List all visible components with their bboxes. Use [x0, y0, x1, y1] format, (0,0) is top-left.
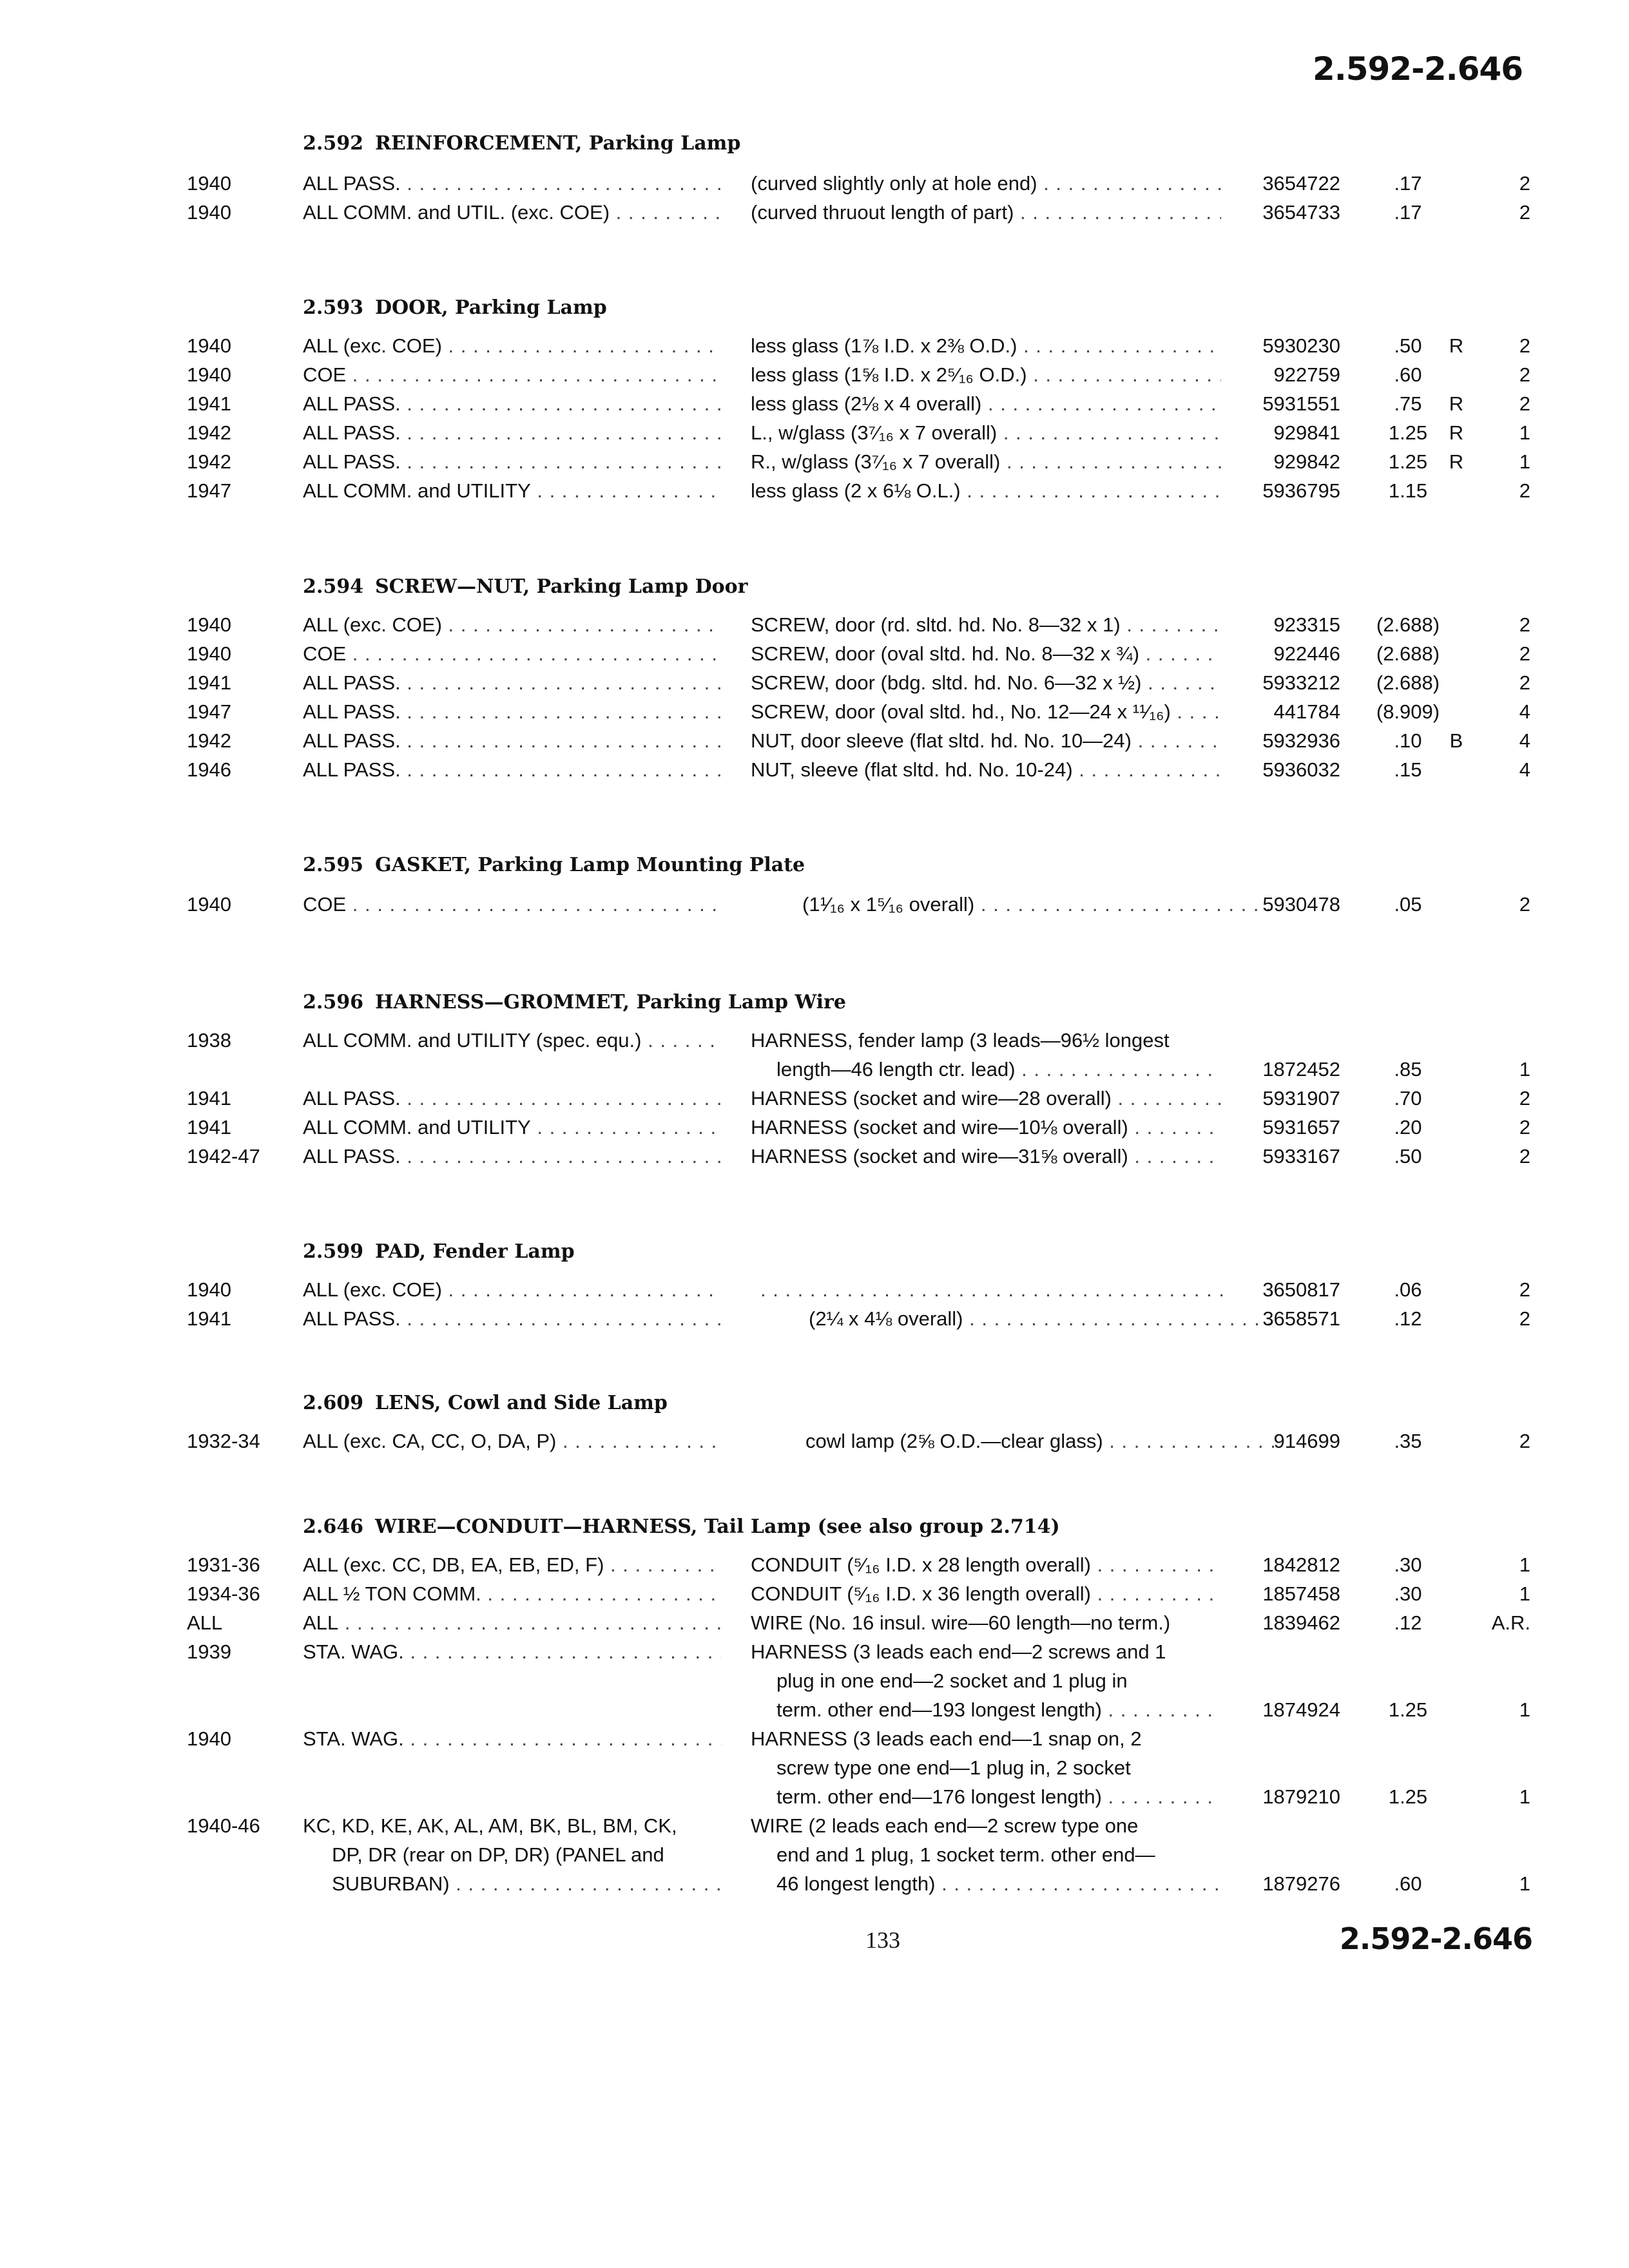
model-line-1: KC, KD, KE, AK, AL, AM, BK, BL, BM, CK,	[303, 1814, 677, 1837]
year-cell: 1938	[187, 1029, 231, 1052]
part-number-cell: 929842	[1273, 450, 1340, 473]
description-cell: less glass (1⅝ I.D. x 2⁵⁄₁₆ O.D.) . . .	[751, 361, 1221, 389]
section-title: PAD, Fender Lamp	[374, 1240, 575, 1263]
page-range-header: 2.592-2.646	[1312, 50, 1523, 88]
table-row	[0, 1725, 1629, 1812]
year-cell: 1940	[187, 1727, 231, 1750]
quantity-cell: 1	[1519, 1553, 1530, 1576]
model-cell: ALL COMM. and UTILITY (spec. equ.) . . .	[303, 1026, 722, 1055]
section-heading	[303, 296, 607, 319]
description-line-1: HARNESS, fender lamp (3 leads—96½ longest	[751, 1029, 1170, 1052]
description-cell: SCREW, door (oval sltd. hd. No. 8—32 x ¾) . . .	[751, 640, 1221, 668]
price-cell: (2.688)	[1376, 671, 1440, 694]
section-heading	[303, 575, 747, 598]
model-cell: COE . . .	[303, 361, 722, 389]
year-cell: 1947	[187, 700, 231, 723]
price-cell: .06	[1394, 1278, 1422, 1301]
section-heading	[303, 1240, 575, 1263]
description-line-3: term. other end—193 longest length) . . .	[776, 1696, 1221, 1724]
model-cell: ALL PASS. . . .	[303, 448, 722, 476]
quantity-cell: 4	[1519, 700, 1530, 723]
description-cell: NUT, door sleeve (flat sltd. hd. No. 10—24) . . .	[751, 727, 1221, 755]
description-line-2: length—46 length ctr. lead) . . .	[776, 1055, 1221, 1084]
table-row	[0, 1812, 1629, 1899]
price-cell: .50	[1394, 1145, 1422, 1168]
quantity-cell: 2	[1519, 1307, 1530, 1330]
price-cell: .05	[1394, 893, 1422, 916]
model-cell: ALL COMM. and UTILITY . . .	[303, 477, 722, 505]
year-cell: 1946	[187, 758, 231, 781]
year-cell: 1941	[187, 1116, 231, 1139]
part-number-cell: 5933212	[1262, 671, 1340, 694]
description-cell: (2¼ x 4⅛ overall) . . .	[809, 1305, 1279, 1333]
price-cell: 1.25	[1388, 421, 1428, 444]
section-heading	[303, 854, 805, 876]
quantity-cell: 2	[1519, 671, 1530, 694]
part-number-cell: 1874924	[1262, 1698, 1340, 1721]
model-cell: STA. WAG. . . .	[303, 1638, 722, 1666]
description-cell: (1¹⁄₁₆ x 1⁵⁄₁₆ overall) . . .	[802, 890, 1273, 919]
section-title: GASKET, Parking Lamp Mounting Plate	[374, 854, 805, 876]
part-number-cell: 5930478	[1262, 893, 1340, 916]
section-heading	[303, 132, 740, 155]
section-number: 2.592	[303, 132, 363, 155]
year-cell: 1940	[187, 172, 231, 195]
description-line-2: end and 1 plug, 1 socket term. other end—	[776, 1843, 1155, 1866]
year-cell: 1941	[187, 392, 231, 415]
year-cell: 1940	[187, 363, 231, 386]
model-cell: ALL PASS. . . .	[303, 727, 722, 755]
model-cell: ALL (exc. COE) . . .	[303, 611, 722, 639]
quantity-cell: A.R.	[1491, 1611, 1530, 1634]
year-cell: 1941	[187, 1307, 231, 1330]
year-cell: 1940-46	[187, 1814, 260, 1837]
section-title: HARNESS—GROMMET, Parking Lamp Wire	[374, 991, 846, 1014]
section-number: 2.609	[303, 1392, 363, 1414]
part-number-cell: 1879276	[1262, 1872, 1340, 1895]
section-title: SCREW—NUT, Parking Lamp Door	[374, 575, 748, 598]
model-cell: ALL (exc. CC, DB, EA, EB, ED, F) . . .	[303, 1551, 722, 1579]
description-cell: L., w/glass (3⁷⁄₁₆ x 7 overall) . . .	[751, 419, 1221, 447]
year-cell: 1941	[187, 1087, 231, 1110]
model-line-2: DP, DR (rear on DP, DR) (PANEL and	[332, 1843, 664, 1866]
model-cell: ALL ½ TON COMM. . . .	[303, 1580, 722, 1608]
year-cell: 1940	[187, 642, 231, 665]
description-cell: HARNESS (socket and wire—28 overall) . . .	[751, 1084, 1221, 1113]
model-cell: ALL (exc. COE) . . .	[303, 1276, 722, 1304]
quantity-cell: 1	[1519, 1785, 1530, 1808]
description-cell: HARNESS (socket and wire—31⅝ overall) . . .	[751, 1142, 1221, 1171]
model-cell: ALL PASS. . . .	[303, 698, 722, 726]
quantity-cell: 1	[1519, 450, 1530, 473]
price-cell: .70	[1394, 1087, 1422, 1110]
year-cell: 1940	[187, 201, 231, 224]
year-cell: 1939	[187, 1640, 231, 1663]
part-number-cell: 922759	[1273, 363, 1340, 386]
description-cell: SCREW, door (bdg. sltd. hd. No. 6—32 x ½) . . .	[751, 669, 1221, 697]
part-number-cell: 5936795	[1262, 479, 1340, 502]
page-range-footer: 2.592-2.646	[1339, 1921, 1532, 1956]
price-cell: 1.15	[1388, 479, 1428, 502]
flag-cell: R	[1449, 450, 1464, 473]
quantity-cell: 2	[1519, 893, 1530, 916]
price-cell: .12	[1394, 1611, 1422, 1634]
price-cell: .60	[1394, 363, 1422, 386]
year-cell: 1941	[187, 671, 231, 694]
quantity-cell: 2	[1519, 334, 1530, 357]
year-cell: 1932-34	[187, 1430, 260, 1452]
page-number: 133	[865, 1927, 900, 1953]
year-cell: 1931-36	[187, 1553, 260, 1576]
section-number: 2.599	[303, 1240, 363, 1263]
year-cell: 1934-36	[187, 1582, 260, 1605]
quantity-cell: 2	[1519, 479, 1530, 502]
price-cell: .35	[1394, 1430, 1422, 1452]
part-number-cell: 922446	[1273, 642, 1340, 665]
section-title: LENS, Cowl and Side Lamp	[374, 1392, 668, 1414]
section-number: 2.594	[303, 575, 363, 598]
description-line-3: 46 longest length) . . .	[776, 1870, 1221, 1898]
price-cell: .15	[1394, 758, 1422, 781]
year-cell: 1942	[187, 729, 231, 752]
part-number-cell: 1839462	[1262, 1611, 1340, 1634]
part-number-cell: 5936032	[1262, 758, 1340, 781]
part-number-cell: 5930230	[1262, 334, 1340, 357]
description-line-1: HARNESS (3 leads each end—1 snap on, 2	[751, 1727, 1142, 1750]
model-cell: COE . . .	[303, 890, 722, 919]
description-line-1: HARNESS (3 leads each end—2 screws and 1	[751, 1640, 1166, 1663]
quantity-cell: 4	[1519, 758, 1530, 781]
part-number-cell: 3654722	[1262, 172, 1340, 195]
table-row	[0, 1638, 1629, 1725]
section-number: 2.595	[303, 854, 363, 876]
model-cell: ALL COMM. and UTILITY . . .	[303, 1113, 722, 1142]
part-number-cell: 1872452	[1262, 1058, 1340, 1081]
quantity-cell: 2	[1519, 201, 1530, 224]
part-number-cell: 5931551	[1262, 392, 1340, 415]
flag-cell: R	[1449, 392, 1464, 415]
year-cell: 1940	[187, 893, 231, 916]
description-cell: R., w/glass (3⁷⁄₁₆ x 7 overall) . . .	[751, 448, 1221, 476]
part-number-cell: 3650817	[1262, 1278, 1340, 1301]
section-heading	[303, 1515, 1060, 1538]
description-cell: CONDUIT (⁵⁄₁₆ I.D. x 36 length overall) . . .	[751, 1580, 1221, 1608]
quantity-cell: 1	[1519, 1872, 1530, 1895]
section-number: 2.646	[303, 1515, 363, 1538]
flag-cell: R	[1449, 334, 1464, 357]
part-number-cell: 5931657	[1262, 1116, 1340, 1139]
description-cell: NUT, sleeve (flat sltd. hd. No. 10-24) . . .	[751, 756, 1221, 784]
section-title: WIRE—CONDUIT—HARNESS, Tail Lamp (see also group 2.714)	[374, 1515, 1060, 1538]
price-cell: .17	[1394, 172, 1422, 195]
model-cell: ALL (exc. COE) . . .	[303, 332, 722, 360]
section-number: 2.593	[303, 296, 363, 319]
price-cell: .50	[1394, 334, 1422, 357]
quantity-cell: 2	[1519, 1116, 1530, 1139]
year-cell: 1942	[187, 450, 231, 473]
description-cell: (curved slightly only at hole end) . . .	[751, 169, 1221, 198]
quantity-cell: 2	[1519, 392, 1530, 415]
year-cell: 1942-47	[187, 1145, 260, 1168]
model-cell: ALL PASS. . . .	[303, 1142, 722, 1171]
year-cell: 1940	[187, 334, 231, 357]
model-line-3: SUBURBAN) . . .	[332, 1870, 722, 1898]
description-line-1: WIRE (2 leads each end—2 screw type one	[751, 1814, 1139, 1837]
price-cell: (8.909)	[1376, 700, 1440, 723]
model-cell: COE . . .	[303, 640, 722, 668]
description-cell: cowl lamp (2⅝ O.D.—clear glass) . . .	[805, 1427, 1276, 1456]
quantity-cell: 2	[1519, 642, 1530, 665]
description-cell: SCREW, door (rd. sltd. hd. No. 8—32 x 1) . . .	[751, 611, 1221, 639]
year-cell: 1940	[187, 1278, 231, 1301]
quantity-cell: 1	[1519, 1058, 1530, 1081]
price-cell: (2.688)	[1376, 613, 1440, 636]
section-heading	[303, 991, 846, 1014]
model-cell: ALL PASS. . . .	[303, 1084, 722, 1113]
year-cell: ALL	[187, 1611, 223, 1634]
description-cell: less glass (2⅛ x 4 overall) . . .	[751, 390, 1221, 418]
model-cell: ALL PASS. . . .	[303, 169, 722, 198]
price-cell: .30	[1394, 1582, 1422, 1605]
section-number: 2.596	[303, 991, 363, 1014]
year-cell: 1947	[187, 479, 231, 502]
description-cell: WIRE (No. 16 insul. wire—60 length—no term.)	[751, 1611, 1171, 1634]
quantity-cell: 1	[1519, 1582, 1530, 1605]
description-cell: SCREW, door (oval sltd. hd., No. 12—24 x ¹¹⁄₁₆) . . .	[751, 698, 1221, 726]
description-cell: (curved thruout length of part) . . .	[751, 198, 1221, 227]
price-cell: (2.688)	[1376, 642, 1440, 665]
model-cell: ALL PASS. . . .	[303, 1305, 722, 1333]
quantity-cell: 2	[1519, 363, 1530, 386]
quantity-cell: 4	[1519, 729, 1530, 752]
table-row	[0, 1026, 1629, 1084]
model-cell: STA. WAG. . . .	[303, 1725, 722, 1753]
part-number-cell: 5933167	[1262, 1145, 1340, 1168]
price-cell: .30	[1394, 1553, 1422, 1576]
description-cell: CONDUIT (⁵⁄₁₆ I.D. x 28 length overall) . . .	[751, 1551, 1221, 1579]
part-number-cell: 923315	[1273, 613, 1340, 636]
model-cell: ALL COMM. and UTIL. (exc. COE) . . .	[303, 198, 722, 227]
price-cell: 1.25	[1388, 1785, 1428, 1808]
price-cell: 1.25	[1388, 450, 1428, 473]
description-cell: less glass (2 x 6⅛ O.L.) . . .	[751, 477, 1221, 505]
flag-cell: B	[1449, 729, 1463, 752]
section-title: REINFORCEMENT, Parking Lamp	[374, 132, 741, 155]
model-cell: ALL (exc. CA, CC, O, DA, P) . . .	[303, 1427, 722, 1456]
part-number-cell: 1842812	[1262, 1553, 1340, 1576]
part-number-cell: 1879210	[1262, 1785, 1340, 1808]
section-heading	[303, 1392, 668, 1414]
part-number-cell: 441784	[1273, 700, 1340, 723]
price-cell: .12	[1394, 1307, 1422, 1330]
price-cell: .10	[1394, 729, 1422, 752]
description-line-3: term. other end—176 longest length) . . .	[776, 1783, 1221, 1811]
flag-cell: R	[1449, 421, 1464, 444]
quantity-cell: 2	[1519, 1430, 1530, 1452]
description-line-2: screw type one end—1 plug in, 2 socket	[776, 1756, 1131, 1779]
description-cell	[760, 1276, 1231, 1304]
year-cell: 1940	[187, 613, 231, 636]
quantity-cell: 2	[1519, 1145, 1530, 1168]
model-cell: ALL PASS. . . .	[303, 390, 722, 418]
quantity-cell: 1	[1519, 421, 1530, 444]
quantity-cell: 2	[1519, 1087, 1530, 1110]
year-cell: 1942	[187, 421, 231, 444]
part-number-cell: 914699	[1273, 1430, 1340, 1452]
price-cell: .85	[1394, 1058, 1422, 1081]
quantity-cell: 2	[1519, 1278, 1530, 1301]
quantity-cell: 2	[1519, 172, 1530, 195]
price-cell: .60	[1394, 1872, 1422, 1895]
description-cell: less glass (1⅞ I.D. x 2⅜ O.D.) . . .	[751, 332, 1221, 360]
model-cell: ALL PASS. . . .	[303, 756, 722, 784]
price-cell: .17	[1394, 201, 1422, 224]
part-number-cell: 929841	[1273, 421, 1340, 444]
price-cell: 1.25	[1388, 1698, 1428, 1721]
part-number-cell: 3654733	[1262, 201, 1340, 224]
quantity-cell: 1	[1519, 1698, 1530, 1721]
description-cell: HARNESS (socket and wire—10⅛ overall) . . .	[751, 1113, 1221, 1142]
price-cell: .75	[1394, 392, 1422, 415]
part-number-cell: 5931907	[1262, 1087, 1340, 1110]
description-line-2: plug in one end—2 socket and 1 plug in	[776, 1669, 1128, 1692]
quantity-cell: 2	[1519, 613, 1530, 636]
part-number-cell: 5932936	[1262, 729, 1340, 752]
model-cell: ALL . . .	[303, 1609, 722, 1637]
section-title: DOOR, Parking Lamp	[374, 296, 607, 319]
price-cell: .20	[1394, 1116, 1422, 1139]
part-number-cell: 1857458	[1262, 1582, 1340, 1605]
model-cell: ALL PASS. . . .	[303, 669, 722, 697]
model-cell: ALL PASS. . . .	[303, 419, 722, 447]
part-number-cell: 3658571	[1262, 1307, 1340, 1330]
